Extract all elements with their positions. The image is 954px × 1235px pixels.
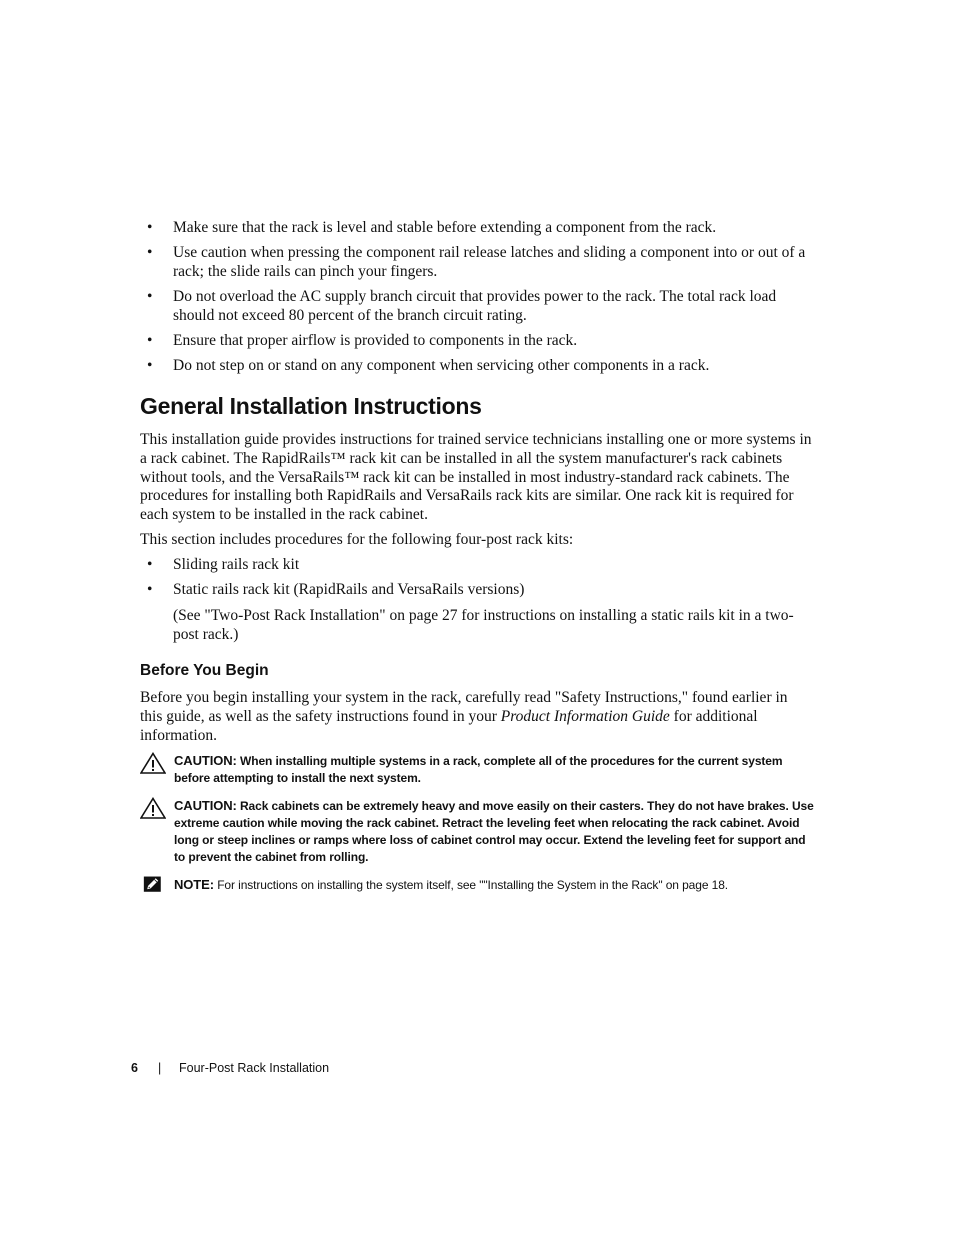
bullet-icon: •	[147, 244, 153, 261]
bullet-icon: •	[147, 219, 153, 236]
list-item: • Do not overload the AC supply branch circuit that provides power to the rack. The total rack load should not exceed 80 percent of the branch circuit rating.	[147, 288, 777, 324]
list-item: • Make sure that the rack is level and stable before extending a component from the rack.	[147, 219, 717, 236]
footer-title: Four-Post Rack Installation	[179, 1061, 330, 1075]
note-label: NOTE:	[174, 877, 214, 892]
note-text: For instructions on installing the system itself, see ""Installing the System in the Rack" on page 18.	[217, 878, 729, 892]
section-heading: General Installation Instructions	[140, 393, 482, 419]
rack-kit-list	[140, 555, 820, 605]
bullet-icon: •	[147, 357, 153, 374]
bullet-icon: •	[147, 556, 153, 573]
note-pencil-icon	[143, 875, 165, 895]
page-footer	[131, 1061, 330, 1075]
caution-text: When installing multiple systems in a rack, complete all of the procedures for the current system before attempting to install the next system.	[174, 754, 783, 785]
bullet-icon: •	[147, 288, 153, 305]
caution-label: CAUTION:	[174, 753, 237, 768]
list-item: • Do not step on or stand on any component when servicing other components in a rack.	[147, 357, 710, 374]
subsection-heading: Before You Begin	[140, 662, 269, 679]
bullet-icon: •	[147, 332, 153, 349]
page-number: 6	[131, 1061, 138, 1075]
list-item: • Static rails rack kit (RapidRails and VersaRails versions)	[147, 581, 525, 598]
two-post-reference-note: (See "Two-Post Rack Installation" on page 27 for instructions on installing a static rails kit in a two-post rack.)	[173, 607, 794, 643]
caution-triangle-icon	[140, 797, 166, 819]
before-paragraph: Before you begin installing your system in the rack, carefully read "Safety Instructions," found earlier in this guide, as well as the safety instructions found in your Product Information Guide for additional information.	[140, 689, 788, 744]
list-item: • Sliding rails rack kit	[147, 556, 300, 573]
intro-paragraph: This installation guide provides instructions for trained service technicians installing one or more systems in a rack cabinet. The RapidRails™ rack kit can be installed in all the system manufacturer's rack cabinets without tools, and the VersaRails™ rack kit can be installed in most industry-standard rack cabinets. The procedures for installing both RapidRails and VersaRails rack kits are similar. One rack kit is required for each system to be installed in the rack cabinet.	[140, 431, 812, 524]
caution-triangle-icon	[140, 752, 166, 774]
product-info-guide-title: Product Information Guide	[500, 707, 670, 725]
footer-separator: |	[158, 1061, 162, 1075]
caution-label: CAUTION:	[174, 798, 237, 813]
kits-intro-paragraph: This section includes procedures for the following four-post rack kits:	[140, 531, 574, 548]
list-item: • Ensure that proper airflow is provided to components in the rack.	[147, 332, 578, 349]
caution-text: Rack cabinets can be extremely heavy and move easily on their casters. They do not have brakes. Use extreme caution while moving the rack cabinet. Retract the leveling feet when relocating the rack cabinet. Avoid long or steep inclines or ramps where loss of cabinet control may occur. Extend the leveling feet for support and to prevent the cabinet from rolling.	[174, 799, 814, 864]
list-item: • Use caution when pressing the component rail release latches and sliding a component into or out of a rack; the slide rails can pinch your fingers.	[147, 244, 806, 280]
safety-bullet-list	[140, 218, 820, 381]
caution-notice	[140, 752, 816, 787]
note-notice	[140, 875, 816, 895]
caution-notice	[140, 797, 816, 866]
bullet-icon: •	[147, 581, 153, 598]
